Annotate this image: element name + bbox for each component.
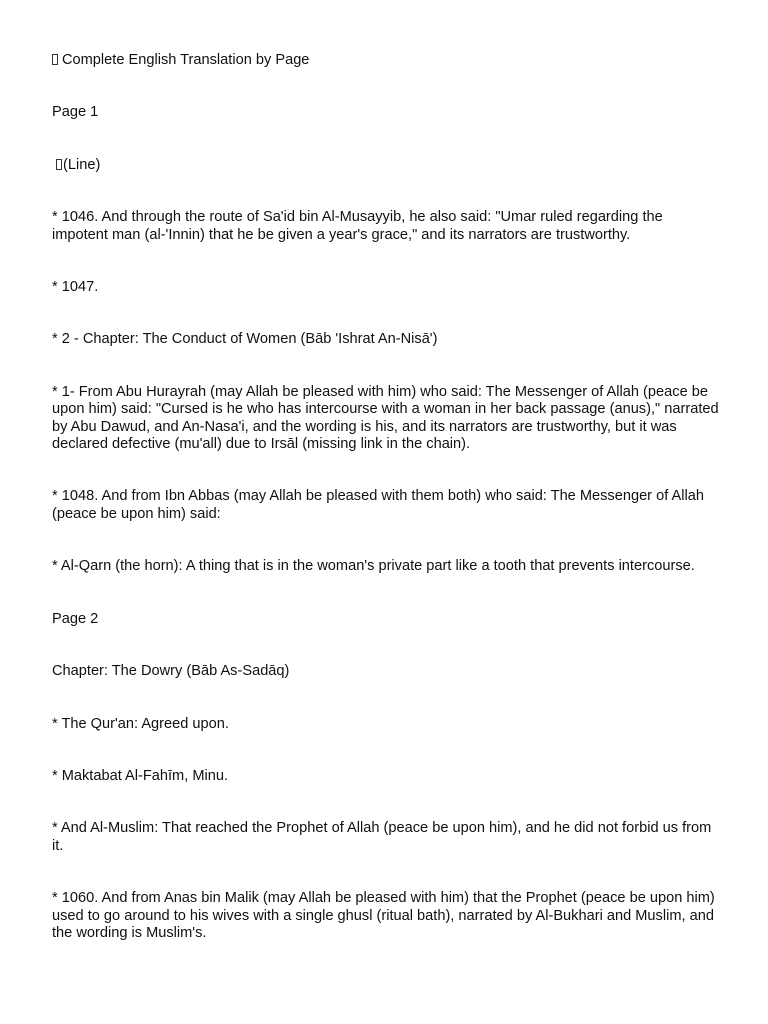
line-marker (52, 157, 722, 174)
chapter-conduct-of-women: * 2 - Chapter: The Conduct of Women (Bāb 'Ishrat An-Nisā') (52, 331, 438, 348)
page-1-label: Page 1 (52, 104, 99, 121)
chapter-dowry: Chapter: The Dowry (Bāb As-Sadāq) (52, 663, 290, 680)
line-label: (Line) (63, 156, 101, 173)
missing-glyph-icon (56, 159, 62, 170)
paragraph-1048: * 1048. And from Ibn Abbas (may Allah be pleased with them both) who said: The Messenger of Allah (peace be upon him) said: (52, 488, 704, 522)
paragraph-1047: * 1047. (52, 279, 99, 296)
paragraph-1046: * 1046. And through the route of Sa'id bin Al-Musayyib, he also said: "Umar ruled regarding the impotent man (al-'Innin) that he be given a year's grace," and its narrators are trustworthy. (52, 209, 663, 243)
paragraph-1060: * 1060. And from Anas bin Malik (may Allah be pleased with him) that the Prophet (peace be upon him) used to go around to his wives with a single ghusl (ritual bath), narrated by Al-Bukhari and Muslim, and the wording is Muslim's. (52, 890, 715, 941)
paragraph-al-muslim: * And Al-Muslim: That reached the Prophet of Allah (peace be upon him), and he did not forbid us from it. (52, 820, 712, 854)
paragraph-abu-hurayrah: * 1- From Abu Hurayrah (may Allah be pleased with him) who said: The Messenger of Allah (peace be upon him) said: "Cursed is he who has intercourse with a woman in her back passage (anus)," narrated by Abu Dawud, and An-Nasa'i, and the wording is his, and its narrators are trustworthy, but it was declared defective (mu'all) due to Irsāl (missing link in the chain). (52, 383, 719, 453)
paragraph-quran: * The Qur'an: Agreed upon. (52, 715, 229, 732)
missing-glyph-icon (52, 54, 58, 65)
line-marker-group (56, 157, 100, 174)
document-title-text: Complete English Translation by Page (62, 52, 310, 68)
paragraph-al-qarn: * Al-Qarn (the horn): A thing that is in the woman's private part like a tooth that prevents intercourse. (52, 558, 695, 575)
document-page (52, 52, 722, 977)
document-title (52, 52, 722, 69)
page-2-label: Page 2 (52, 610, 99, 627)
paragraph-maktabat: * Maktabat Al-Fahīm, Minu. (52, 767, 229, 784)
